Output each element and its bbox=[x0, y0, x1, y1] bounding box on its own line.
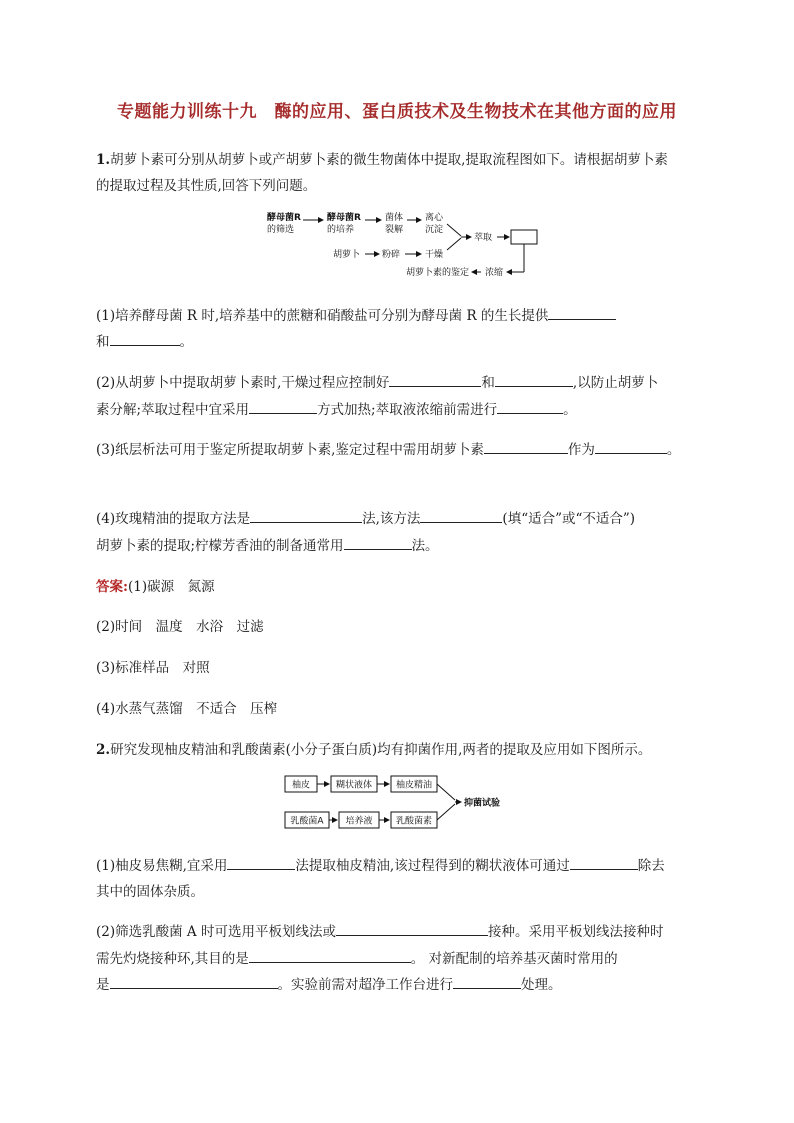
q2-flow-diagram bbox=[283, 772, 543, 832]
q2-part2-text-e: 是 bbox=[96, 977, 110, 993]
q1-blank-7[interactable] bbox=[484, 441, 568, 454]
q2-blank-6[interactable] bbox=[453, 976, 521, 989]
q1-part4-line1 bbox=[96, 507, 635, 527]
q1-blank-4[interactable] bbox=[495, 374, 573, 387]
q1-blank-8[interactable] bbox=[595, 441, 667, 454]
q1-empty-box bbox=[511, 230, 537, 244]
q1-number: 1. bbox=[96, 152, 111, 168]
q2-part1-line2: 其中的固体杂质。 bbox=[96, 884, 204, 900]
q2-node-bacteria: 乳酸菌A bbox=[290, 816, 324, 827]
q1-blank-5[interactable] bbox=[249, 401, 317, 414]
q2-blank-2[interactable] bbox=[570, 857, 638, 870]
q2-part2-text-f: 。实验前需对超净工作台进行 bbox=[277, 977, 453, 993]
q1-blank-10[interactable] bbox=[420, 510, 502, 523]
answer-2: (2)时间 温度 水浴 过滤 bbox=[96, 619, 264, 635]
q1-part4-text-e: 法。 bbox=[411, 538, 439, 554]
q1-part1-text-c: 。 bbox=[179, 334, 193, 350]
q2-part2-line2 bbox=[96, 947, 618, 967]
page-title: 专题能力训练十九 酶的应用、蛋白质技术及生物技术在其他方面的应用 bbox=[117, 102, 677, 122]
q1-part2-line1 bbox=[96, 371, 658, 391]
q2-node-paste: 糊状液体 bbox=[335, 780, 373, 791]
q1-blank-1[interactable] bbox=[548, 307, 616, 320]
q2-node-culture: 培养液 bbox=[345, 816, 373, 827]
q1-part2-text-e: 方式加热;萃取液浓缩前需进行 bbox=[317, 402, 498, 418]
q2-part1-text-c: 除去 bbox=[637, 858, 665, 874]
q2-part2-text-b: 接种。采用平板划线法接种时 bbox=[487, 924, 664, 940]
q1-node-centrifuge-a: 离心 bbox=[425, 213, 444, 223]
q2-node-nisin: 乳酸菌素 bbox=[395, 816, 433, 827]
answer-4: (4)水蒸气蒸馏 不适合 压榨 bbox=[96, 701, 278, 717]
q1-part3-text-c: 。 bbox=[666, 442, 681, 458]
answer-1: (1)碳源 氮源 bbox=[127, 579, 215, 595]
q2-merge-line-top bbox=[437, 784, 455, 800]
answer-3: (3)标准样品 对照 bbox=[96, 660, 210, 676]
q1-part3-text-b: 作为 bbox=[567, 442, 595, 458]
q1-part2-text-c: ,以防止胡萝卜 bbox=[572, 375, 659, 391]
q1-part1-text-a: (1)培养酵母菌 R 时,培养基中的蔗糖和硝酸盐可分别为酵母菌 R 的生长提供 bbox=[96, 308, 549, 324]
q1-node-dry: 干燥 bbox=[425, 250, 444, 260]
q2-blank-4[interactable] bbox=[249, 950, 411, 963]
q1-node-crush: 粉碎 bbox=[382, 250, 401, 260]
q1-node-carrot: 胡萝卜 bbox=[333, 250, 361, 260]
q2-part2-text-c: 需先灼烧接种环,其目的是 bbox=[96, 951, 249, 967]
q1-node-screening-b: 的筛选 bbox=[267, 225, 295, 235]
answer-label: 答案: bbox=[96, 579, 128, 595]
q1-part2-text-a: (2)从胡萝卜中提取胡萝卜素时,干燥过程应控制好 bbox=[96, 375, 390, 391]
q2-part2-text-g: 处理。 bbox=[521, 977, 562, 993]
answer-line1 bbox=[96, 575, 215, 595]
q1-node-lysis-a: 菌体 bbox=[385, 213, 404, 223]
q1-stem-line2: 的提取过程及其性质,回答下列问题。 bbox=[96, 178, 317, 194]
q1-node-culture-b: 的培养 bbox=[327, 225, 355, 235]
q1-node-identify: 胡萝卜素的鉴定 bbox=[405, 268, 469, 278]
q1-part4-text-b: 法,该方法 bbox=[362, 511, 421, 527]
q1-node-screening-a: 酵母菌R bbox=[267, 213, 301, 223]
q1-blank-9[interactable] bbox=[250, 510, 362, 523]
q1-node-centrifuge-b: 沉淀 bbox=[425, 225, 444, 235]
q1-node-concentrate: 浓缩 bbox=[484, 268, 503, 278]
q1-part4-line2 bbox=[96, 534, 439, 554]
q1-part2-text-f: 。 bbox=[563, 402, 577, 418]
q2-node-peel: 柚皮 bbox=[291, 780, 311, 791]
q1-part1-text-b: 和 bbox=[96, 334, 110, 350]
q2-part2-text-d: 。 对新配制的培养基灭菌时常用的 bbox=[410, 951, 618, 967]
q2-node-oil: 柚皮精油 bbox=[395, 780, 433, 791]
q1-blank-11[interactable] bbox=[344, 537, 412, 550]
q2-part2-line3 bbox=[96, 973, 562, 993]
q1-part3-text-a: (3)纸层析法可用于鉴定所提取胡萝卜素,鉴定过程中需用胡萝卜素 bbox=[96, 442, 484, 458]
q2-blank-1[interactable] bbox=[227, 857, 295, 870]
q2-part2-line1 bbox=[96, 920, 663, 940]
q1-part4-text-a: (4)玫瑰精油的提取方法是 bbox=[96, 511, 251, 527]
q1-stem-text1: 胡萝卜素可分别从胡萝卜或产胡萝卜素的微生物菌体中提取,提取流程图如下。请根据胡萝卜素 bbox=[110, 152, 668, 168]
q1-part2-text-b: 和 bbox=[481, 375, 495, 391]
q2-blank-3[interactable] bbox=[336, 923, 488, 936]
q1-part1-line2 bbox=[96, 330, 193, 350]
q2-part2-text-a: (2)筛选乳酸菌 A 时可选用平板划线法或 bbox=[96, 924, 336, 940]
q2-blank-5[interactable] bbox=[110, 976, 278, 989]
q2-stem-line bbox=[96, 738, 651, 758]
q2-part1-line1 bbox=[96, 854, 665, 874]
q1-node-extract: 萃取 bbox=[474, 233, 493, 243]
q2-number: 2. bbox=[96, 742, 111, 758]
q1-stem-line1 bbox=[96, 148, 668, 168]
q1-part4-text-d: 胡萝卜素的提取;柠檬芳香油的制备通常用 bbox=[96, 538, 344, 554]
q1-part3-line bbox=[96, 438, 680, 458]
q2-part1-text-a: (1)柚皮易焦糊,宜采用 bbox=[96, 858, 228, 874]
q2-part1-text-b: 法提取柚皮精油,该过程得到的糊状液体可通过 bbox=[295, 858, 570, 874]
q2-stem-text: 研究发现柚皮精油和乳酸菌素(小分子蛋白质)均有抑菌作用,两者的提取及应用如下图所示。 bbox=[110, 742, 652, 758]
q1-part1-line1 bbox=[96, 304, 616, 324]
q1-part2-text-d: 素分解;萃取过程中宜采用 bbox=[96, 402, 250, 418]
q1-node-culture-a: 酵母菌R bbox=[327, 213, 361, 223]
q1-merge-line-top bbox=[447, 224, 461, 236]
q1-part2-line2 bbox=[96, 398, 577, 418]
q2-node-test: 抑菌试验 bbox=[464, 798, 501, 809]
q1-blank-2[interactable] bbox=[110, 333, 180, 346]
q1-blank-6[interactable] bbox=[497, 401, 563, 414]
q2-merge-line-bottom bbox=[437, 804, 455, 820]
q1-part4-text-c: (填“适合”或“不适合”) bbox=[502, 511, 636, 527]
q1-blank-3[interactable] bbox=[389, 374, 481, 387]
q1-merge-line-bottom bbox=[447, 238, 461, 250]
q1-node-lysis-b: 裂解 bbox=[385, 225, 404, 235]
q1-flow-diagram bbox=[255, 206, 555, 284]
